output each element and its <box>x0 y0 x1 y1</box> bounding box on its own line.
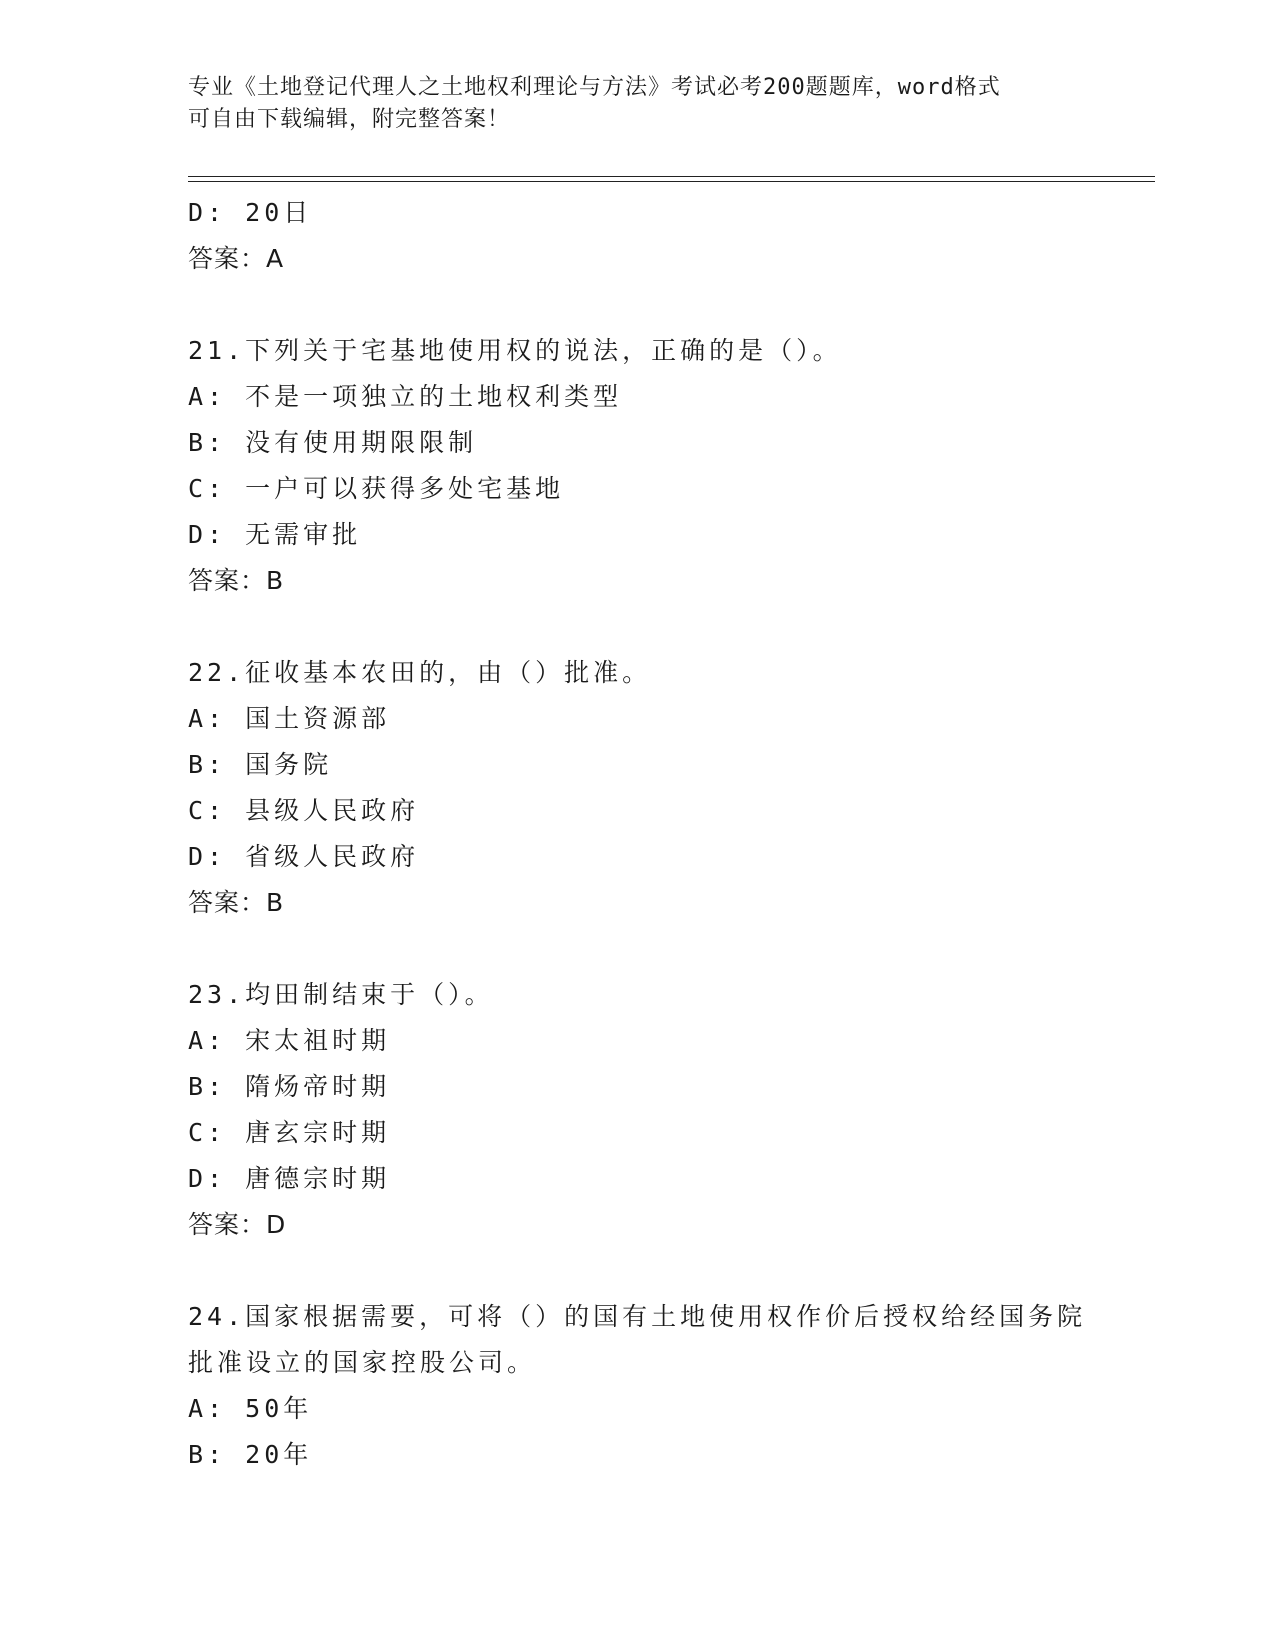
option-b: B: 国务院 <box>188 750 333 779</box>
question-stem: 24.国家根据需要，可将（）的国有土地使用权作价后授权给经国务院 <box>188 1302 1087 1331</box>
header-divider-bottom <box>188 181 1155 182</box>
question-block <box>188 650 1148 926</box>
header-divider-top <box>188 176 1155 177</box>
answer: 答案：A <box>188 244 285 273</box>
question-block <box>188 1294 1148 1478</box>
question-stem: 21.下列关于宅基地使用权的说法，正确的是（）。 <box>188 336 842 365</box>
question-stem: 22.征收基本农田的，由（）批准。 <box>188 658 652 687</box>
option-d: D: 20日 <box>188 198 313 227</box>
document-header <box>188 72 1088 136</box>
question-stem-continued: 批准设立的国家控股公司。 <box>188 1348 537 1377</box>
answer: 答案：D <box>188 1210 287 1239</box>
answer: 答案：B <box>188 888 285 917</box>
option-b: B: 20年 <box>188 1440 313 1469</box>
option-d: D: 无需审批 <box>188 520 362 549</box>
question-block <box>188 972 1148 1248</box>
option-c: C: 唐玄宗时期 <box>188 1118 391 1147</box>
header-line-2: 可自由下载编辑，附完整答案！ <box>188 107 511 132</box>
question-stem: 23.均田制结束于（）。 <box>188 980 494 1009</box>
option-c: C: 一户可以获得多处宅基地 <box>188 474 565 503</box>
option-b: B: 隋炀帝时期 <box>188 1072 391 1101</box>
option-d: D: 省级人民政府 <box>188 842 420 871</box>
option-d: D: 唐德宗时期 <box>188 1164 391 1193</box>
option-a: A: 不是一项独立的土地权利类型 <box>188 382 623 411</box>
option-a: A: 宋太祖时期 <box>188 1026 391 1055</box>
option-b: B: 没有使用期限限制 <box>188 428 478 457</box>
question-block <box>188 328 1148 604</box>
option-a: A: 国土资源部 <box>188 704 391 733</box>
option-a: A: 50年 <box>188 1394 313 1423</box>
answer: 答案：B <box>188 566 285 595</box>
header-line-1: 专业《土地登记代理人之土地权利理论与方法》考试必考200题题库，word格式 <box>188 75 1001 100</box>
question-list <box>188 190 1148 1478</box>
option-c: C: 县级人民政府 <box>188 796 420 825</box>
